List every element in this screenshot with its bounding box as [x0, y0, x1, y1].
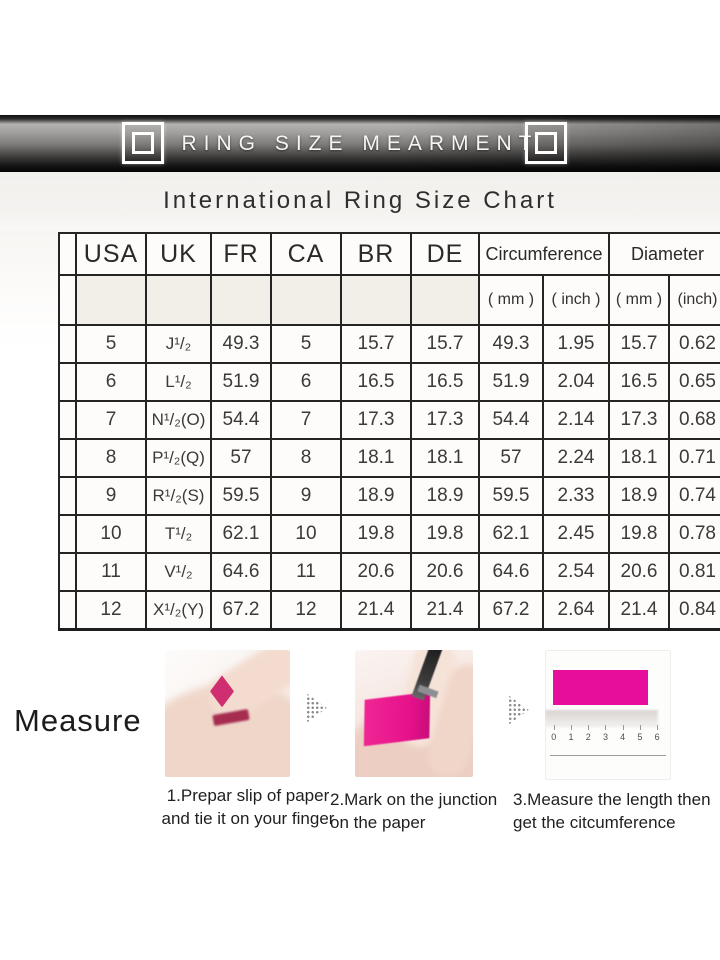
table-cell: 17.3 — [341, 401, 411, 439]
table-cell: 21.4 — [411, 591, 479, 629]
col-header-ca: CA — [271, 233, 341, 275]
table-cell: 0.65 — [669, 363, 720, 401]
table-cell: V¹/₂ — [146, 553, 211, 591]
spacer-cell — [59, 275, 76, 325]
ruler-number: 5 — [637, 731, 643, 742]
blank-cell — [411, 275, 479, 325]
table-cell: 57 — [211, 439, 271, 477]
table-cell: 20.6 — [341, 553, 411, 591]
table-cell: 18.9 — [609, 477, 669, 515]
spacer-cell — [59, 553, 76, 591]
banner-title: RING SIZE MEARMENT — [181, 131, 539, 155]
ruler-scale — [551, 732, 659, 742]
step1-photo — [165, 650, 290, 777]
table-cell: 20.6 — [411, 553, 479, 591]
unit-diameter-inch: (inch) — [669, 275, 720, 325]
table-cell: P¹/₂(Q) — [146, 439, 211, 477]
table-cell: 5 — [271, 325, 341, 363]
size-table — [58, 232, 720, 631]
table-cell: 2.04 — [543, 363, 609, 401]
table-cell: 18.1 — [609, 439, 669, 477]
table-cell: 64.6 — [211, 553, 271, 591]
unit-diameter-mm: ( mm ) — [609, 275, 669, 325]
table-cell: 2.24 — [543, 439, 609, 477]
caption-line: get the citcumference — [513, 812, 676, 832]
table-cell: 18.1 — [411, 439, 479, 477]
spacer-cell — [59, 363, 76, 401]
table-cell: 59.5 — [479, 477, 543, 515]
table-cell: 21.4 — [609, 591, 669, 629]
arrow-right-icon — [306, 692, 328, 724]
table-cell: 62.1 — [211, 515, 271, 553]
table-cell: 62.1 — [479, 515, 543, 553]
blank-cell — [341, 275, 411, 325]
blank-cell — [146, 275, 211, 325]
table-cell: T¹/₂ — [146, 515, 211, 553]
table-cell: 0.68 — [669, 401, 720, 439]
table-cell: N¹/₂(O) — [146, 401, 211, 439]
table-cell: 18.1 — [341, 439, 411, 477]
step3-photo — [545, 650, 671, 780]
spacer-cell — [59, 591, 76, 629]
table-cell: 16.5 — [411, 363, 479, 401]
step2-photo — [355, 650, 473, 777]
table-cell: 54.4 — [211, 401, 271, 439]
table-cell: X¹/₂(Y) — [146, 591, 211, 629]
table-cell: 21.4 — [341, 591, 411, 629]
table-cell: 59.5 — [211, 477, 271, 515]
step2-caption — [330, 789, 525, 835]
table-cell: 11 — [271, 553, 341, 591]
table-cell: 6 — [271, 363, 341, 401]
table-cell: L¹/₂ — [146, 363, 211, 401]
measure-label: Measure — [14, 703, 142, 738]
col-header-de: DE — [411, 233, 479, 275]
table-cell: 8 — [271, 439, 341, 477]
table-cell: 2.45 — [543, 515, 609, 553]
ruler-number: 0 — [551, 731, 557, 742]
table-row — [59, 477, 720, 515]
table-cell: 0.84 — [669, 591, 720, 629]
top-banner — [0, 115, 720, 172]
table-row — [59, 401, 720, 439]
col-header-usa: USA — [76, 233, 146, 275]
step3-caption — [513, 789, 720, 835]
table-cell: 2.33 — [543, 477, 609, 515]
table-cell: 15.7 — [411, 325, 479, 363]
table-cell: 15.7 — [341, 325, 411, 363]
table-cell: 6 — [76, 363, 146, 401]
table-row — [59, 363, 720, 401]
table-cell: 18.9 — [341, 477, 411, 515]
square-frame-inner-icon — [535, 132, 557, 154]
table-cell: 2.54 — [543, 553, 609, 591]
table-cell: 0.71 — [669, 439, 720, 477]
table-cell: 11 — [76, 553, 146, 591]
blank-cell — [271, 275, 341, 325]
table-cell: 18.9 — [411, 477, 479, 515]
table-cell: R¹/₂(S) — [146, 477, 211, 515]
table-cell: 0.81 — [669, 553, 720, 591]
table-body — [59, 325, 720, 629]
table-cell: 67.2 — [479, 591, 543, 629]
ruler-baseline — [550, 755, 666, 756]
table-cell: 49.3 — [211, 325, 271, 363]
table-cell: 0.62 — [669, 325, 720, 363]
table-cell: 19.8 — [609, 515, 669, 553]
caption-line: 2.Mark on the junction — [330, 790, 498, 809]
table-cell: 12 — [76, 591, 146, 629]
table-cell: 9 — [76, 477, 146, 515]
spacer-cell — [59, 439, 76, 477]
table-cell: 2.64 — [543, 591, 609, 629]
col-header-uk: UK — [146, 233, 211, 275]
col-header-diameter: Diameter — [609, 233, 720, 275]
table-cell: 16.5 — [341, 363, 411, 401]
table-cell: 67.2 — [211, 591, 271, 629]
table-cell: 51.9 — [211, 363, 271, 401]
table-cell: 8 — [76, 439, 146, 477]
ruler-number: 4 — [620, 731, 626, 742]
table-cell: 9 — [271, 477, 341, 515]
size-table-container — [58, 232, 720, 632]
table-cell: J¹/₂ — [146, 325, 211, 363]
table-row — [59, 325, 720, 363]
col-header-fr: FR — [211, 233, 271, 275]
ruler-number: 6 — [654, 731, 660, 742]
table-row — [59, 591, 720, 629]
caption-line: 1.Prepar slip of paper — [166, 786, 330, 805]
table-header-row — [59, 233, 720, 275]
table-cell: 15.7 — [609, 325, 669, 363]
table-cell: 12 — [271, 591, 341, 629]
spacer-cell — [59, 515, 76, 553]
spacer-cell — [59, 233, 76, 275]
unit-circumference-mm: ( mm ) — [479, 275, 543, 325]
caption-line: and tie it on your finger — [161, 808, 335, 828]
table-cell: 57 — [479, 439, 543, 477]
col-header-br: BR — [341, 233, 411, 275]
table-cell: 7 — [76, 401, 146, 439]
table-cell: 17.3 — [609, 401, 669, 439]
table-cell: 20.6 — [609, 553, 669, 591]
table-cell: 10 — [76, 515, 146, 553]
ruler-number: 3 — [602, 731, 608, 742]
heading-strip — [0, 172, 720, 230]
spacer-cell — [59, 401, 76, 439]
table-row — [59, 515, 720, 553]
table-cell: 1.95 — [543, 325, 609, 363]
blank-cell — [76, 275, 146, 325]
table-cell: 17.3 — [411, 401, 479, 439]
table-cell: 49.3 — [479, 325, 543, 363]
ruler-number: 1 — [568, 731, 574, 742]
table-cell: 10 — [271, 515, 341, 553]
table-cell: 54.4 — [479, 401, 543, 439]
table-cell: 7 — [271, 401, 341, 439]
arrow-right-icon — [508, 694, 530, 726]
unit-circumference-inch: ( inch ) — [543, 275, 609, 325]
table-cell: 16.5 — [609, 363, 669, 401]
table-row — [59, 553, 720, 591]
table-units-row — [59, 275, 720, 325]
table-cell: 19.8 — [341, 515, 411, 553]
table-cell: 5 — [76, 325, 146, 363]
table-cell: 64.6 — [479, 553, 543, 591]
table-cell: 51.9 — [479, 363, 543, 401]
caption-line: 3.Measure the length then — [513, 790, 711, 809]
paper-strip-shape — [553, 670, 649, 705]
table-cell: 2.14 — [543, 401, 609, 439]
ruler-shadow-shape — [545, 710, 658, 727]
ruler-number: 2 — [585, 731, 591, 742]
spacer-cell — [59, 477, 76, 515]
blank-cell — [211, 275, 271, 325]
table-cell: 19.8 — [411, 515, 479, 553]
square-frame-icon — [525, 122, 567, 164]
table-row — [59, 439, 720, 477]
table-cell: 0.78 — [669, 515, 720, 553]
page-title: International Ring Size Chart — [163, 187, 557, 214]
caption-line: on the paper — [330, 812, 426, 832]
table-cell: 0.74 — [669, 477, 720, 515]
col-header-circumference: Circumference — [479, 233, 609, 275]
spacer-cell — [59, 325, 76, 363]
